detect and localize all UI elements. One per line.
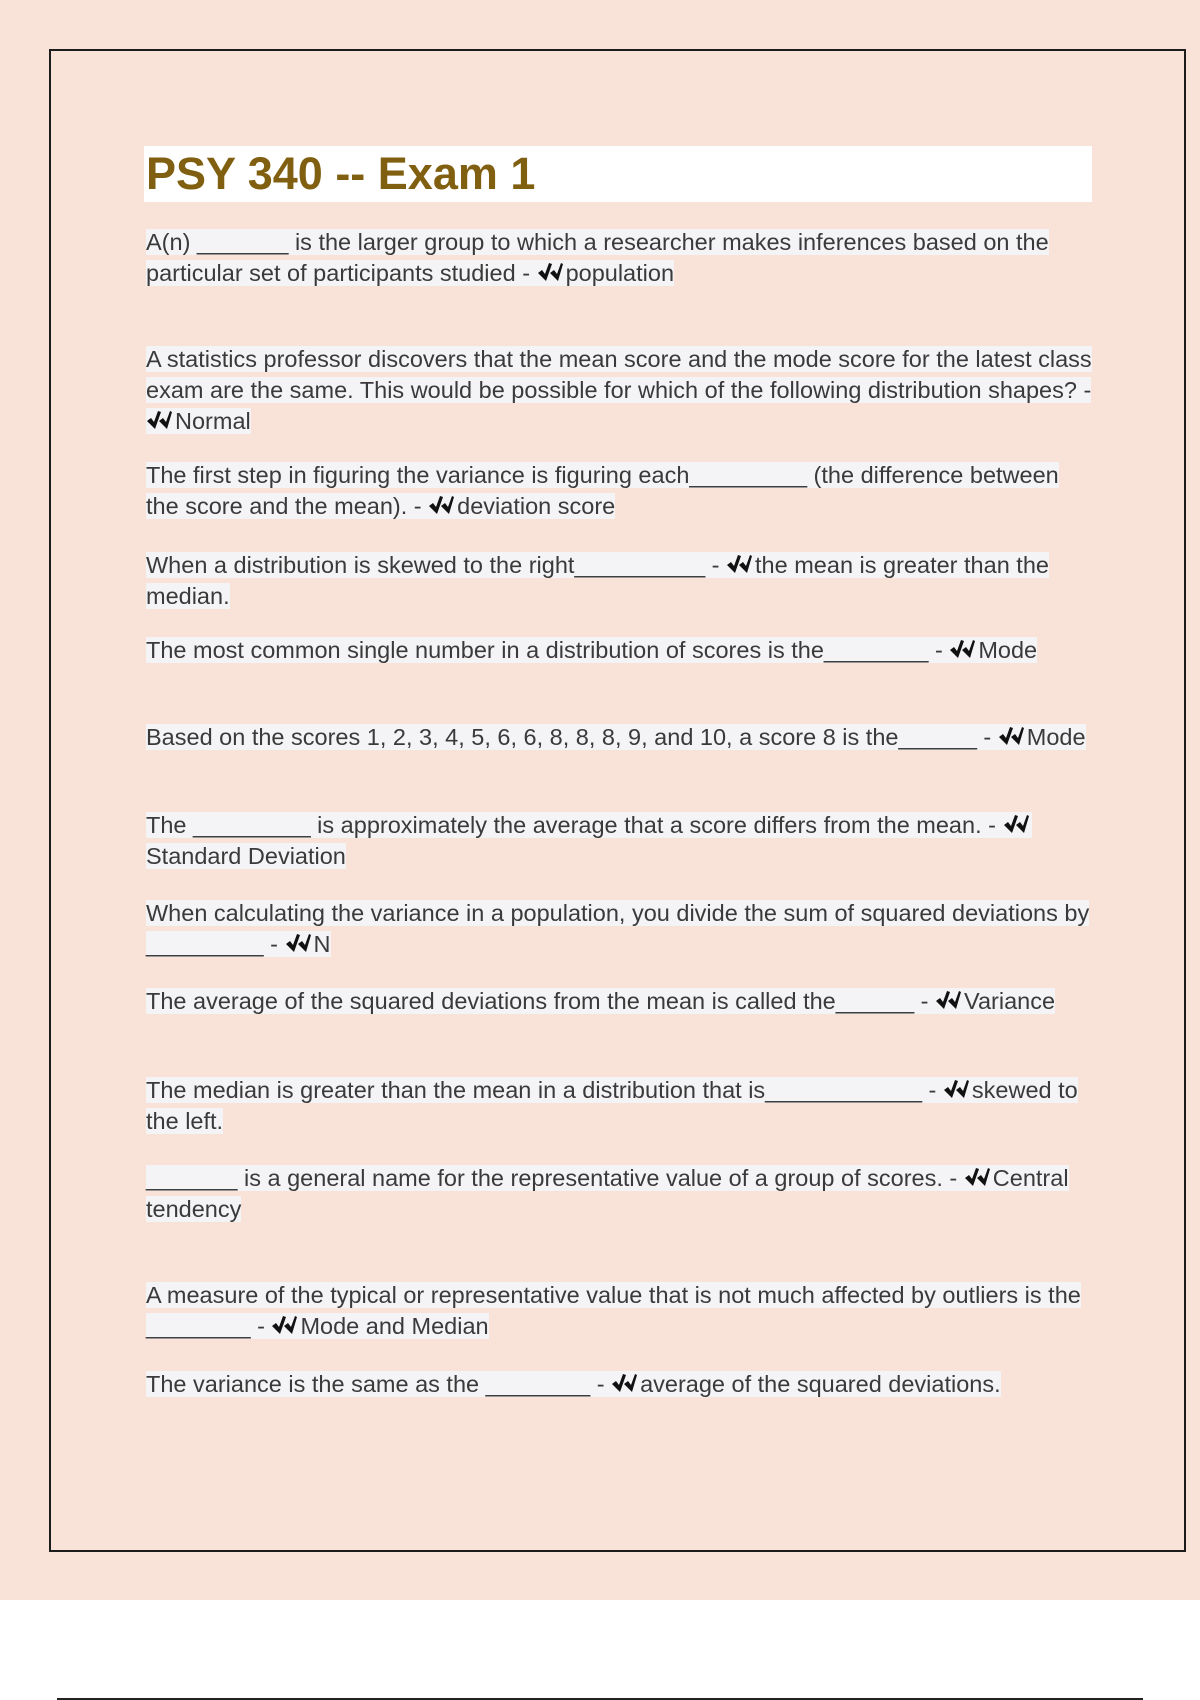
answer-text: skewed to the left.	[146, 1077, 1078, 1134]
qa-item	[146, 635, 1096, 666]
question-text: The first step in figuring the variance is figuring each_________ (the difference between the score and the mean). -	[146, 462, 1059, 519]
answer-text: N	[313, 931, 331, 957]
double-check-icon	[271, 1314, 297, 1337]
double-check-icon	[949, 638, 975, 661]
question-text: A(n) _______ is the larger group to which a researcher makes inferences based on the particular set of participants studied -	[146, 229, 1049, 286]
double-check-icon	[964, 1166, 990, 1189]
answer-text: the mean is greater than the median.	[146, 552, 1049, 609]
answer-text: Standard Deviation	[146, 843, 346, 869]
double-check-icon	[998, 725, 1024, 748]
answer-text: Mode	[978, 637, 1038, 663]
qa-item	[146, 550, 1096, 612]
qa-item	[146, 344, 1096, 437]
question-text: The median is greater than the mean in a distribution that is____________ -	[146, 1077, 937, 1103]
question-text: A statistics professor discovers that the mean score and the mode score for the latest class exam are the same. This would be possible for which of the following distribution shapes? -	[146, 346, 1092, 403]
answer-text: Variance	[964, 988, 1056, 1014]
question-text: The average of the squared deviations from the mean is called the______ -	[146, 988, 929, 1014]
double-check-icon	[146, 409, 172, 432]
question-text: The variance is the same as the ________ -	[146, 1371, 605, 1397]
question-text: Based on the scores 1, 2, 3, 4, 5, 6, 6, 8, 8, 8, 9, and 10, a score 8 is the______ -	[146, 724, 992, 750]
double-check-icon	[726, 553, 752, 576]
qa-item	[146, 1163, 1096, 1225]
double-check-icon	[537, 261, 563, 284]
question-text: The _________ is approximately the average that a score differs from the mean. -	[146, 812, 996, 838]
answer-text: Mode	[1026, 724, 1086, 750]
qa-item	[146, 810, 1096, 872]
double-check-icon	[1003, 813, 1029, 836]
qa-item	[146, 898, 1096, 960]
double-check-icon	[611, 1372, 637, 1395]
qa-item	[146, 460, 1096, 522]
qa-item	[146, 986, 1096, 1017]
double-check-icon	[943, 1078, 969, 1101]
answer-text: average of the squared deviations.	[640, 1371, 1001, 1397]
qa-item	[146, 1280, 1096, 1342]
answer-text: Mode and Median	[300, 1313, 489, 1339]
qa-item	[146, 1075, 1096, 1137]
answer-text: Normal	[175, 408, 251, 434]
question-text: The most common single number in a distribution of scores is the________ -	[146, 637, 943, 663]
answer-text: population	[565, 260, 675, 286]
document-title: PSY 340 -- Exam 1	[146, 148, 536, 199]
qa-item	[146, 227, 1096, 289]
double-check-icon	[285, 932, 311, 955]
question-text: A measure of the typical or representative value that is not much affected by outliers is the ________ -	[146, 1282, 1081, 1339]
question-text: When calculating the variance in a population, you divide the sum of squared deviations by _________ -	[146, 900, 1090, 957]
question-text: When a distribution is skewed to the right__________ -	[146, 552, 720, 578]
qa-item	[146, 1369, 1096, 1400]
qa-item	[146, 722, 1096, 753]
answer-text: deviation score	[457, 493, 616, 519]
double-check-icon	[935, 989, 961, 1012]
answer-text: Central tendency	[146, 1165, 1069, 1222]
double-check-icon	[428, 494, 454, 517]
question-text: _______ is a general name for the representative value of a group of scores. -	[146, 1165, 958, 1191]
